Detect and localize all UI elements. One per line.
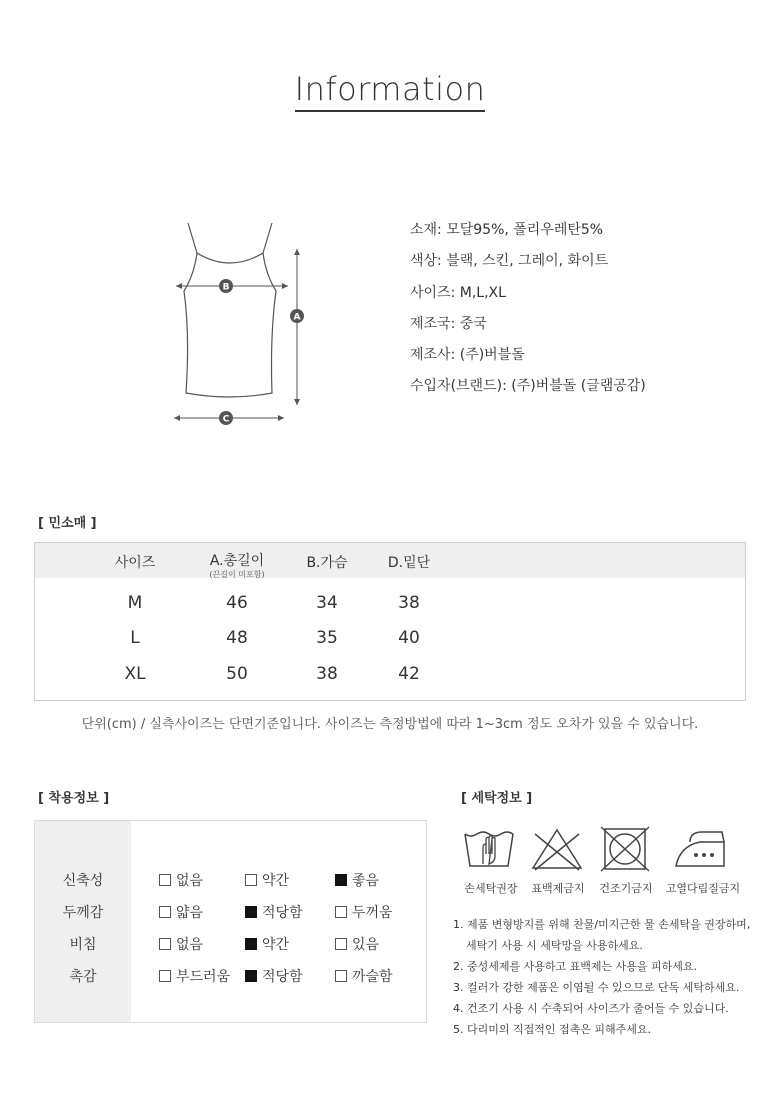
no-bleach-icon <box>529 826 585 872</box>
row-l-hem: 40 <box>398 628 420 648</box>
wear-section-label: [ 착용정보 ] <box>38 791 110 806</box>
wear-row-label: 두께감 <box>62 905 104 921</box>
spec-size: 사이즈: M,L,XL <box>410 285 506 301</box>
header-chest: B.가슴 <box>306 555 348 571</box>
checkbox-unchecked <box>159 906 171 918</box>
iron-high-icon <box>672 826 728 872</box>
wash-label-noiron: 고열다림질금지 <box>665 882 741 895</box>
wear-option-label: 두꺼움 <box>352 905 393 921</box>
wash-note-4: 4. 건조기 사용 시 수축되어 사이즈가 줄어들 수 있습니다. <box>453 1002 729 1015</box>
label-b: B <box>222 282 230 293</box>
wash-note-3: 3. 컬러가 강한 제품은 이염될 수 있으므로 단독 세탁하세요. <box>453 981 740 994</box>
checkbox-checked <box>245 938 257 950</box>
wear-option-label: 있음 <box>352 937 380 953</box>
size-note: 단위(cm) / 실측사이즈는 단면기준입니다. 사이즈는 측정방법에 따라 1~3cm 정도 오차가 있을 수 있습니다. <box>81 717 699 732</box>
row-m-size: M <box>127 593 143 613</box>
row-l-chest: 35 <box>316 628 338 648</box>
label-c: C <box>222 414 230 425</box>
wear-row-label: 비침 <box>69 937 97 953</box>
checkbox-unchecked <box>159 938 171 950</box>
wear-option-label: 약간 <box>262 937 290 953</box>
no-tumble-dry-icon <box>597 826 653 872</box>
spec-country: 제조국: 중국 <box>410 316 487 332</box>
wear-option <box>335 934 379 954</box>
wear-option-label: 적당함 <box>262 905 303 921</box>
wear-option <box>335 966 393 986</box>
wear-option-label: 부드러움 <box>176 969 231 985</box>
wear-option-label: 얇음 <box>176 905 204 921</box>
wash-note-5: 5. 다리미의 직접적인 접촉은 피해주세요. <box>453 1023 651 1036</box>
wear-option-label: 적당함 <box>262 969 303 985</box>
wear-option <box>335 870 379 890</box>
wear-option-label: 약간 <box>262 873 290 889</box>
row-l-size: L <box>130 628 140 648</box>
wear-option <box>159 966 230 986</box>
row-l-length: 48 <box>226 628 248 648</box>
row-xl-chest: 38 <box>316 664 338 684</box>
spec-importer: 수입자(브랜드): (주)버블돌 (글램공감) <box>410 378 646 394</box>
wear-option <box>335 902 393 922</box>
checkbox-unchecked <box>159 970 171 982</box>
checkbox-checked <box>245 970 257 982</box>
wash-label-nodryer: 건조기금지 <box>599 882 653 895</box>
wear-option-label: 없음 <box>176 873 204 889</box>
page-title: Information <box>0 70 780 108</box>
checkbox-unchecked <box>245 874 257 886</box>
wash-note-1: 1. 제품 변형방지를 위해 찬물/미지근한 물 손세탁을 권장하며, <box>453 918 751 931</box>
checkbox-unchecked <box>335 906 347 918</box>
checkbox-unchecked <box>335 938 347 950</box>
row-m-hem: 38 <box>398 593 420 613</box>
checkbox-unchecked <box>335 970 347 982</box>
checkbox-unchecked <box>159 874 171 886</box>
checkbox-checked <box>335 874 347 886</box>
wear-option <box>245 966 303 986</box>
row-m-length: 46 <box>226 593 248 613</box>
row-xl-length: 50 <box>226 664 248 684</box>
wash-label-nobleach: 표백제금지 <box>531 882 585 895</box>
wear-row-label: 신축성 <box>62 873 104 889</box>
header-hem: D.밑단 <box>387 555 431 571</box>
wash-note-2: 2. 중성세제를 사용하고 표백제는 사용을 피하세요. <box>453 960 697 973</box>
header-size: 사이즈 <box>114 555 156 571</box>
size-section-label: [ 민소매 ] <box>38 516 97 531</box>
wear-option-label: 좋음 <box>352 873 380 889</box>
wear-option-label: 까슬함 <box>352 969 393 985</box>
wear-option <box>159 902 203 922</box>
row-xl-hem: 42 <box>398 664 420 684</box>
wear-option-label: 없음 <box>176 937 204 953</box>
wear-option <box>245 870 289 890</box>
wash-label-handwash: 손세탁권장 <box>464 882 518 895</box>
wear-option <box>159 870 203 890</box>
wear-table <box>34 820 427 1023</box>
wear-option <box>159 934 203 954</box>
spec-color: 색상: 블랙, 스킨, 그레이, 화이트 <box>410 253 609 269</box>
wear-option <box>245 934 289 954</box>
wear-row-label: 촉감 <box>69 969 97 985</box>
hand-wash-icon <box>461 826 517 872</box>
wash-note-1b: 세탁기 사용 시 세탁망을 사용하세요. <box>466 939 643 952</box>
wear-option <box>245 902 303 922</box>
camisole-diagram <box>160 215 320 435</box>
spec-manufacturer: 제조사: (주)버블돌 <box>410 347 525 363</box>
size-table <box>34 542 746 701</box>
spec-material: 소재: 모달95%, 폴리우레탄5% <box>410 222 604 238</box>
checkbox-checked <box>245 906 257 918</box>
row-m-chest: 34 <box>316 593 338 613</box>
label-a: A <box>293 312 301 323</box>
row-xl-size: XL <box>124 664 146 684</box>
header-length: A.총길이 <box>209 553 265 569</box>
wash-section-label: [ 세탁정보 ] <box>461 791 533 806</box>
header-length-sub: (끈길이 미포함) <box>209 570 265 579</box>
